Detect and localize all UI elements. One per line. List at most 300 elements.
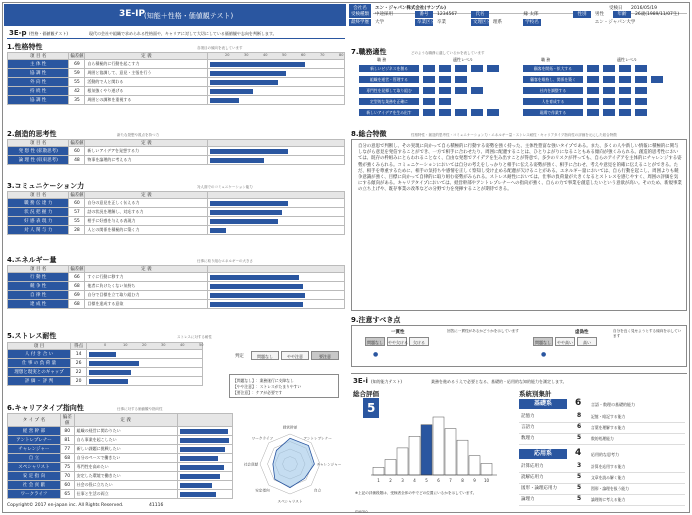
hist-bar bbox=[433, 417, 444, 475]
sec5-note: ストレスに対する耐性 bbox=[177, 335, 212, 339]
hist-axis-tick: 8 bbox=[461, 478, 464, 483]
left-sub: (性格・価値観テスト) bbox=[29, 31, 68, 36]
sec6-item-name: スペシャリスト bbox=[8, 463, 61, 472]
report-sheet bbox=[2, 2, 690, 513]
type-label: 受検種類 bbox=[351, 12, 369, 17]
sec4-row bbox=[8, 282, 345, 291]
sec4-item-name: 競 争 性 bbox=[8, 282, 69, 291]
sec3-item-name: 好 感 表 現 力 bbox=[8, 217, 69, 226]
hist-note: ※上記の評価段階は、受検者全体の中でどの位置にいるかを示しています。 bbox=[355, 491, 477, 495]
sec2-table bbox=[7, 139, 345, 165]
col-name: 項 目 bbox=[8, 343, 71, 350]
sec1-axis-tick: 50 bbox=[282, 53, 287, 57]
col-score: 偏差値 bbox=[70, 267, 84, 272]
fit-level-block bbox=[471, 109, 483, 116]
hist-bar bbox=[481, 463, 492, 475]
selected-marker-icon: ● bbox=[373, 351, 379, 358]
sec3-bar bbox=[210, 228, 226, 233]
job-col-header: 適性レベル bbox=[617, 57, 637, 62]
sec5-bar-cell bbox=[87, 359, 203, 368]
fit-level-block bbox=[635, 65, 647, 72]
fit-level-block bbox=[587, 76, 599, 83]
job-name: 顧客を開拓・拡大する bbox=[523, 65, 583, 72]
sec2-item-def: 物事を論理的に考える力 bbox=[85, 156, 208, 165]
sec5-bar-cell bbox=[87, 368, 203, 377]
test-type: 中途採用 bbox=[375, 12, 393, 17]
sec1-bar bbox=[210, 80, 278, 85]
sec6-item-name: 自 立 bbox=[8, 454, 61, 463]
detail-group-label: 応用系 bbox=[519, 449, 567, 459]
summary-box bbox=[351, 139, 687, 311]
hist-bar bbox=[397, 448, 408, 475]
col-score: 偏差値 bbox=[60, 414, 74, 427]
radar-label: 自立 bbox=[314, 488, 322, 493]
detail-item-name: 図形・論理応用力 bbox=[521, 486, 557, 491]
detail-item-name: 言語力 bbox=[521, 425, 535, 430]
judge-legend bbox=[229, 374, 339, 398]
edu-value: 大学 bbox=[375, 20, 384, 25]
detail-item-desc: 言葉を理解する能力 bbox=[591, 425, 626, 430]
sec3-table bbox=[7, 191, 345, 235]
detail-item-score: 5 bbox=[577, 484, 582, 491]
sec1-item-name: 協 調 性 bbox=[8, 69, 69, 78]
sec4-bar bbox=[210, 302, 303, 307]
sec2-bar bbox=[210, 149, 287, 154]
sec1-bar bbox=[210, 98, 239, 103]
sec5-row bbox=[8, 368, 203, 377]
sec5-table bbox=[7, 342, 203, 386]
total-histogram bbox=[365, 407, 511, 487]
sec6-item-score: 81 bbox=[60, 436, 74, 445]
sec3-item-name: 対 人 関 与 力 bbox=[8, 226, 69, 235]
sec2-bar-cell bbox=[208, 156, 345, 165]
date-label: 受検日 bbox=[609, 6, 623, 11]
detail-item-score: 8 bbox=[577, 412, 582, 419]
sec6-item-score: 60 bbox=[60, 481, 74, 490]
sec2-item-score: 60 bbox=[69, 147, 85, 156]
sec4-bar bbox=[210, 275, 299, 280]
radar-label: 安定指向 bbox=[255, 488, 270, 493]
detail-row-divider bbox=[519, 444, 685, 445]
job-name: 顧客を維持し、関係を築く bbox=[523, 76, 583, 83]
sec4-item-score: 69 bbox=[69, 291, 85, 300]
fit-level-block bbox=[439, 87, 451, 94]
col-name: タ イ プ 名 bbox=[8, 414, 61, 427]
left-divider bbox=[7, 38, 345, 39]
sec5-bar bbox=[89, 352, 116, 357]
hist-axis-tick: 2 bbox=[389, 478, 392, 483]
fit-level-block bbox=[471, 87, 483, 94]
falsity-label: 虚偽性 bbox=[575, 330, 589, 335]
sec2-note: 新たな発想や視点を持つ力 bbox=[117, 133, 159, 137]
sec3-item-def: 人との関係を積極的に築く力 bbox=[85, 226, 208, 235]
sec6-bar-cell bbox=[177, 436, 232, 445]
sec6-bar bbox=[180, 465, 224, 470]
sex-value: 男性 bbox=[595, 12, 604, 17]
sec1-bar-cell bbox=[208, 87, 345, 96]
sec7-note: どのような職務に適しているかを表しています bbox=[411, 51, 485, 55]
fit-level-block bbox=[635, 98, 647, 105]
sec5-row bbox=[8, 350, 203, 359]
radar-label: 社会貢献 bbox=[243, 462, 259, 467]
status-label: 卒業区分 bbox=[417, 20, 435, 25]
hist-axis-tick: 9 bbox=[473, 478, 476, 483]
job-name: 新しいアイデアを生み出す bbox=[359, 109, 419, 116]
sec2-item-name: 論 理 性 (収束思考) bbox=[8, 156, 69, 165]
sec2-item-name: 発 想 性 (拡散思考) bbox=[8, 147, 69, 156]
sec6-bar-cell bbox=[177, 463, 232, 472]
sec1-item-score: 42 bbox=[69, 87, 85, 96]
total-score: 5 bbox=[367, 401, 376, 415]
school-label: 学校名 bbox=[523, 19, 541, 26]
fit-level-block bbox=[587, 65, 599, 72]
sec4-item-name: 行 動 性 bbox=[8, 273, 69, 282]
sec5-item-score: 20 bbox=[71, 377, 87, 386]
summary-text: 自分の意思で判断し、その実現に向かって自ら積極的に行動する姿勢を強く持った、主体性豊富な強いタイプである。また、多くの人や新しい情報に積極的に関与しながら意見を発信することができ、一方で相手に合わせたり、周囲に配慮することは、ひとりよがりになることもある傾向が強くみられる。創造的思考性においては、既存の枠組みにとらわれることなく、自由な発想でアイデアを生み出すことが得意で、多少のリスクが伴っても、自らのアイデアを主体的にチャレンジする姿勢が強くみられる。コミュニケーションにおいては自分の考えをしっかりと相手に伝える姿勢が強く、相手に合わせ、考えや意見を的確に伝えることができる。ただ、相手を尊重するために、相手の気持ちや感情を正しく察知し受け止める配慮が欠けることがある。エネルギー量においては、自ら行動を起こし、周囲よりも競争意識が強く、目標に向かって自律的に取り組む姿勢がみられる。ストレス耐性においては、仕事の負荷量が大きくなるとストレスを感じやすく、周囲の評価を気にする傾向がある。キャリアタイプにおいては、経営幹部やアントレプレナーへの指向が強く、自らの力で事業を創造したいという意欲が高い。そのため、新規事業の立ち上げや、既存事業の改革などの分野で力を発揮することが期待できる。 bbox=[358, 144, 682, 193]
sec6-bar-cell bbox=[177, 490, 232, 499]
candidate-info bbox=[349, 4, 689, 26]
sec3-item-name: 状 況 把 握 力 bbox=[8, 208, 69, 217]
sec2-item-score: 48 bbox=[69, 156, 85, 165]
sec3-bar-cell bbox=[208, 226, 345, 235]
sec1-item-def: 周囲との調和を重視する bbox=[85, 96, 208, 105]
hist-axis-tick: 7 bbox=[449, 478, 452, 483]
fit-level-block bbox=[603, 109, 615, 116]
detail-item-score: 5 bbox=[577, 495, 582, 502]
radar-label: アントレプレナー bbox=[303, 436, 332, 441]
sec4-bar-cell bbox=[208, 291, 345, 300]
fit-level-block bbox=[587, 109, 599, 116]
ei-logo: 3E-i bbox=[353, 377, 368, 385]
sec6-item-name: ワークライフ bbox=[8, 490, 61, 499]
col-score: 偏差値 bbox=[70, 141, 84, 146]
col-def: 定 義 bbox=[74, 414, 177, 427]
fit-level-block bbox=[587, 98, 599, 105]
detail-item-name: 数理力 bbox=[521, 436, 535, 441]
sec3-row bbox=[8, 199, 345, 208]
sec1-bar bbox=[210, 62, 305, 67]
caution-option: 問題なし bbox=[365, 337, 385, 346]
sec6-item-def: 社会の役に立ちたい bbox=[74, 481, 177, 490]
sec6-row bbox=[8, 481, 233, 490]
sec6-item-score: 77 bbox=[60, 445, 74, 454]
sec5-axis-tick: 10 bbox=[123, 343, 128, 347]
sec2-row bbox=[8, 147, 345, 156]
sec4-bar-cell bbox=[208, 282, 345, 291]
sec5-item-name: 人 付 き 合 い bbox=[8, 350, 71, 359]
sec4-item-def: 目標を達成する意欲 bbox=[85, 300, 208, 309]
sec5-bar-cell bbox=[87, 377, 203, 386]
sec1-bar bbox=[210, 71, 285, 76]
sec1-axis-tick: 80 bbox=[339, 53, 344, 57]
sec1-item-def: 自ら積極的に行動を起こす力 bbox=[85, 60, 208, 69]
legend-line: 【要注意】：ケアが必要です bbox=[233, 390, 283, 395]
col-bar bbox=[208, 140, 345, 147]
sec6-row bbox=[8, 436, 233, 445]
sec6-bar-cell bbox=[177, 427, 232, 436]
header-banner bbox=[4, 4, 346, 26]
fit-level-block bbox=[423, 76, 435, 83]
sec6-row bbox=[8, 463, 233, 472]
legend-line: 【問題なし】：業務遂行に支障なし bbox=[233, 378, 294, 383]
fit-level-block bbox=[651, 76, 663, 83]
detail-group-score: 6 bbox=[575, 398, 582, 408]
job-col-header: 職 務 bbox=[541, 57, 551, 62]
col-bar bbox=[177, 414, 232, 427]
caution-option: 高い bbox=[577, 337, 597, 346]
sec4-title: 4.エネルギー量 bbox=[7, 256, 57, 264]
sec6-bar bbox=[180, 483, 212, 488]
col-name: 項 目 名 bbox=[8, 53, 69, 60]
sec8-note: 性格特性・創造的思考性・コミュニケーション力・エネルギー量・ストレス耐性・キャリアタイプ指向性の評価を元にした総合特徴 bbox=[411, 133, 617, 137]
sec5-item-score: 22 bbox=[71, 368, 87, 377]
sec6-bar bbox=[180, 429, 228, 434]
sec4-item-score: 68 bbox=[69, 300, 85, 309]
sec3-bar bbox=[210, 210, 282, 215]
detail-row-divider bbox=[519, 433, 685, 434]
hist-axis-tick: 3 bbox=[401, 478, 404, 483]
detail-item-name: 計算応用力 bbox=[521, 464, 544, 469]
col-bar bbox=[208, 192, 345, 199]
sec6-item-name: 経 営 幹 部 bbox=[8, 427, 61, 436]
sec3-item-name: 職 務 伝 達 力 bbox=[8, 199, 69, 208]
consistency-desc: 回答に一貫性があるかどうかを示しています bbox=[447, 329, 519, 333]
sec1-row bbox=[8, 87, 345, 96]
sec3-bar bbox=[210, 201, 287, 206]
sec1-item-name: 協 調 性 bbox=[8, 96, 69, 105]
col-score: 偏差値 bbox=[70, 193, 84, 198]
sec3-item-def: 相手に好感を与える表現力 bbox=[85, 217, 208, 226]
candidate-number: 1234567 bbox=[437, 12, 458, 17]
sec5-row bbox=[8, 359, 203, 368]
sec5-bar bbox=[89, 379, 127, 384]
sec4-row bbox=[8, 273, 345, 282]
job-name: 現場で作業する bbox=[523, 109, 583, 116]
fit-level-block bbox=[603, 76, 615, 83]
col-def: 定 義 bbox=[85, 266, 208, 273]
sec6-item-def: 組織の経営に関わりたい bbox=[74, 427, 177, 436]
sec1-row bbox=[8, 69, 345, 78]
detail-item-desc: 記憶・暗記する能力 bbox=[591, 414, 626, 419]
fit-level-block bbox=[423, 87, 435, 94]
radar-label: チャレンジャー bbox=[316, 462, 342, 467]
sec6-item-score: 75 bbox=[60, 463, 74, 472]
sec1-item-name: 主 体 性 bbox=[8, 60, 69, 69]
fit-level-block bbox=[455, 76, 467, 83]
ei-divider bbox=[351, 373, 687, 374]
no-label: 番号 bbox=[415, 11, 433, 18]
sec1-axis-tick: 20 bbox=[225, 53, 230, 57]
detail-row-divider bbox=[519, 483, 685, 484]
sec1-bar-cell bbox=[208, 96, 345, 105]
detail-item-score: 5 bbox=[577, 434, 582, 441]
sec5-item-score: 14 bbox=[71, 350, 87, 359]
header-title: (知能＋性格・価値観テスト) bbox=[144, 12, 234, 20]
sec6-bar bbox=[180, 456, 218, 461]
hist-axis-tick: 6 bbox=[437, 478, 440, 483]
hist-axis-tick: 1 bbox=[377, 478, 380, 483]
sec2-bar-cell bbox=[208, 147, 345, 156]
test-date: 2016/05/19 bbox=[629, 4, 687, 14]
caution-option: 欠ける bbox=[409, 337, 429, 346]
fit-level-block bbox=[619, 65, 631, 72]
fit-level-block bbox=[423, 109, 435, 116]
sec1-note: 各項目の傾向を表しています bbox=[197, 46, 243, 50]
sec3-bar-cell bbox=[208, 208, 345, 217]
sec2-title: 2.創造的思考性 bbox=[7, 130, 57, 138]
detail-item-desc: 図形・論理を扱う能力 bbox=[591, 486, 629, 491]
sec6-item-def: 自分のペースで働きたい bbox=[74, 454, 177, 463]
fit-level-block bbox=[439, 109, 451, 116]
detail-group-label: 基礎系 bbox=[519, 399, 567, 409]
sec1-item-def: 根気強くやり遂げる bbox=[85, 87, 208, 96]
sec6-table bbox=[7, 413, 233, 499]
sec4-item-score: 68 bbox=[69, 282, 85, 291]
detail-row-divider bbox=[519, 422, 685, 423]
fit-level-block bbox=[471, 65, 483, 72]
sec5-axis-tick: 30 bbox=[161, 343, 166, 347]
sec1-item-score: 35 bbox=[69, 96, 85, 105]
sec5-axis-tick: 20 bbox=[142, 343, 147, 347]
sec3-item-score: 28 bbox=[69, 226, 85, 235]
sec1-item-def: 周囲と協調して、意見・主張を行う bbox=[85, 69, 208, 78]
fit-level-block bbox=[439, 98, 451, 105]
sec3-item-score: 55 bbox=[69, 217, 85, 226]
sec1-item-score: 69 bbox=[69, 60, 85, 69]
col-name: 項 目 名 bbox=[8, 192, 69, 199]
sec6-bar-cell bbox=[177, 472, 232, 481]
sec4-item-def: 自分で目標を立て取り組む力 bbox=[85, 291, 208, 300]
legend-line: 【やや注意】：ストレスがたまりやすい bbox=[233, 384, 302, 389]
hist-axis-tick: 10 bbox=[483, 478, 490, 483]
fit-level-block bbox=[587, 87, 599, 94]
sec3-item-score: 60 bbox=[69, 199, 85, 208]
sec5-axis-tick: 40 bbox=[180, 343, 185, 347]
sec3-row bbox=[8, 208, 345, 217]
sec5-row bbox=[8, 377, 203, 386]
sec1-row bbox=[8, 96, 345, 105]
fit-level-block bbox=[635, 76, 647, 83]
fit-level-block bbox=[439, 65, 451, 72]
detail-row-divider bbox=[519, 494, 685, 495]
hist-axis-tick: 4 bbox=[413, 478, 416, 483]
sec6-item-score: 65 bbox=[60, 490, 74, 499]
radar-area bbox=[273, 438, 315, 487]
edu-label: 最終学歴 bbox=[351, 20, 369, 25]
sec1-table bbox=[7, 52, 345, 105]
hist-bar bbox=[421, 425, 432, 475]
falsity-desc: 自分を良く見せようとする傾向を示しています bbox=[613, 329, 682, 338]
judge-option: 要注意 bbox=[311, 351, 339, 360]
sec6-item-name: アントレプレナー bbox=[8, 436, 61, 445]
sec6-bar-cell bbox=[177, 445, 232, 454]
sec5-item-name: 仕 事 の 負 荷 量 bbox=[8, 359, 71, 368]
company-name: エン・ジャパン株式会社(サンプル) bbox=[373, 4, 573, 14]
caution-option: 問題なし bbox=[533, 337, 553, 346]
sec4-row bbox=[8, 300, 345, 309]
job-name: 専門性を発揮して取り組む bbox=[359, 87, 419, 94]
col-score: 偏差値 bbox=[70, 54, 84, 59]
sec1-item-def: 活動的で人と関わる bbox=[85, 78, 208, 87]
judge-option: 問題なし bbox=[251, 351, 279, 360]
sec1-bar-cell bbox=[208, 78, 345, 87]
sec4-item-score: 66 bbox=[69, 273, 85, 282]
sec6-bar bbox=[180, 492, 216, 497]
detail-item-desc: 計算を応用する能力 bbox=[591, 464, 626, 469]
sec1-axis-tick: 70 bbox=[320, 53, 325, 57]
candidate-name: 縁 太郎 bbox=[523, 12, 539, 17]
fit-level-block bbox=[635, 87, 647, 94]
detail-group-score: 4 bbox=[575, 448, 582, 458]
sec6-bar bbox=[180, 474, 220, 479]
career-radar-chart bbox=[237, 417, 343, 511]
judge-label: 判定 bbox=[235, 354, 244, 359]
detail-item-score: 3 bbox=[577, 462, 582, 469]
col-def: 定 義 bbox=[85, 53, 208, 60]
sec4-note: 仕事に取り組むエネルギーの大きさ bbox=[197, 259, 253, 263]
sec5-item-name: 評 価 ・ 評 判 bbox=[8, 377, 71, 386]
sec9-title: 9.注意すべき点 bbox=[351, 316, 401, 324]
job-name: 社内を調整する bbox=[523, 87, 583, 94]
logo: 3E-IP bbox=[119, 9, 146, 19]
sec3-note: 対人面でのコミュニケーション能力 bbox=[197, 185, 253, 189]
col-def: 定 義 bbox=[85, 192, 208, 199]
hist-bar bbox=[457, 440, 468, 475]
sec4-table bbox=[7, 265, 345, 309]
detail-item-name: 論理力 bbox=[521, 497, 535, 502]
major-value: 理系 bbox=[493, 20, 502, 25]
hist-axis-tick: 5 bbox=[425, 478, 428, 483]
school-value: エン・ジャパン大学 bbox=[594, 20, 636, 25]
sec6-item-name: チャレンジャー bbox=[8, 445, 61, 454]
job-name: 人を育成する bbox=[523, 98, 583, 105]
sec6-item-def: 自ら事業を起こしたい bbox=[74, 436, 177, 445]
sec6-item-def: 専門性を高めたい bbox=[74, 463, 177, 472]
sec6-row bbox=[8, 472, 233, 481]
sec6-bar-cell bbox=[177, 454, 232, 463]
sec4-bar bbox=[210, 284, 303, 289]
sec6-bar bbox=[180, 447, 226, 452]
sec6-row bbox=[8, 427, 233, 436]
sec6-row bbox=[8, 454, 233, 463]
company-label: 会社名 bbox=[349, 4, 371, 14]
sec3-row bbox=[8, 217, 345, 226]
sec5-bar bbox=[89, 361, 139, 366]
report-header bbox=[3, 3, 691, 27]
sec3-title: 3.コミュニケーション力 bbox=[7, 182, 85, 190]
sec1-title: 1.性格特性 bbox=[7, 43, 43, 51]
sec6-bar-cell bbox=[177, 481, 232, 490]
sec3-item-def: 話の状況を理解し、対応する力 bbox=[85, 208, 208, 217]
job-name: 定型的な業務を正確に bbox=[359, 98, 419, 105]
sec5-bar-cell bbox=[87, 350, 203, 359]
fit-level-block bbox=[439, 76, 451, 83]
fit-level-block bbox=[603, 87, 615, 94]
sec4-item-name: 自 律 性 bbox=[8, 291, 69, 300]
hist-bar bbox=[445, 429, 456, 475]
fit-level-block bbox=[455, 65, 467, 72]
sec3-item-score: 57 bbox=[69, 208, 85, 217]
sec2-item-def: 新しいアイデアを発想する力 bbox=[85, 147, 208, 156]
age-label: 年齢 bbox=[613, 11, 631, 18]
sec3-bar-cell bbox=[208, 199, 345, 208]
detail-item-desc: 文章を読み解く能力 bbox=[591, 475, 626, 480]
sec6-item-score: 80 bbox=[60, 427, 74, 436]
sec4-item-def: 他者に負けたくない気持ち bbox=[85, 282, 208, 291]
sec8-title: 8.総合特徴 bbox=[351, 130, 387, 138]
sec6-item-def: 仕事と生活の両立 bbox=[74, 490, 177, 499]
age-value: 26歳(1989/11/07生) bbox=[635, 12, 680, 17]
